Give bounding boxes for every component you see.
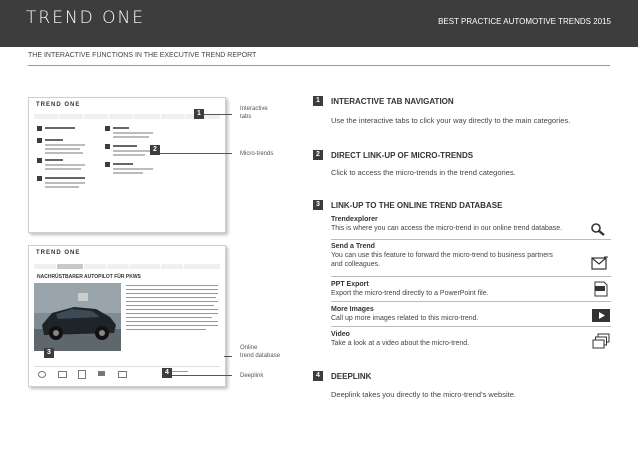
category-heading[interactable] (45, 127, 75, 129)
category-marker (37, 176, 42, 181)
body-text-line (126, 293, 218, 294)
callout-label-deeplink: Deeplink (240, 373, 264, 379)
body-text-line (126, 305, 214, 306)
section-title-3: LINK-UP TO THE ONLINE TREND DATABASE (331, 201, 503, 210)
subtitle-divider (28, 65, 610, 66)
trendexplorer-mini-icon[interactable] (38, 371, 46, 378)
play-icon[interactable] (592, 309, 610, 327)
thumbnail-tab[interactable] (109, 114, 134, 119)
callout-badge-3: 3 (44, 348, 54, 358)
db-item-title: More Images (331, 306, 374, 313)
micro-trend-link[interactable] (45, 144, 85, 146)
body-text-line (126, 317, 212, 318)
db-item-title: Video (331, 331, 350, 338)
ppt-export-mini-icon[interactable] (78, 370, 86, 379)
micro-trend-link[interactable] (45, 168, 81, 170)
micro-trend-link[interactable] (113, 154, 145, 156)
page-subtitle: THE INTERACTIVE FUNCTIONS IN THE EXECUTIVE TREND REPORT (28, 52, 257, 59)
micro-trend-link[interactable] (113, 150, 153, 152)
micro-trend-link[interactable] (113, 136, 149, 138)
callout-label-interactive-tabs: Interactive tabs (240, 106, 268, 120)
body-text-line (126, 313, 218, 314)
db-item-desc: Call up more images related to this micro-trend. (331, 315, 479, 322)
section-number-4: 4 (313, 371, 323, 381)
db-item-desc-cont: and colleagues. (331, 261, 381, 268)
micro-trend-link[interactable] (113, 132, 153, 134)
category-marker (37, 126, 42, 131)
body-text-line (126, 309, 218, 310)
body-text-line (126, 325, 218, 326)
thumbnail-tab[interactable] (107, 264, 130, 269)
thumbnail-tab[interactable] (34, 264, 57, 269)
section-title-2: DIRECT LINK-UP OF MICRO-TRENDS (331, 151, 474, 160)
db-divider (331, 301, 611, 302)
micro-trend-link[interactable] (45, 148, 80, 150)
thumbnail-tab[interactable] (59, 114, 84, 119)
callout-line-2 (160, 153, 232, 154)
thumbnail-micro-trend-page (28, 245, 226, 387)
section-body-2: Click to access the micro-trends in the trend categories. (331, 168, 516, 177)
thumbnail-tab[interactable] (161, 114, 186, 119)
db-item-desc: Take a look at a video about the micro-trend. (331, 340, 470, 347)
db-item-send-a-trend[interactable] (331, 242, 611, 269)
category-heading[interactable] (45, 139, 63, 141)
send-trend-mini-icon[interactable] (58, 371, 67, 378)
db-divider (331, 326, 611, 327)
body-text-line (126, 321, 218, 322)
db-item-desc: This is where you can access the micro-trend in our online trend database. (331, 225, 563, 232)
thumbnail-logo: TREND ONE (36, 250, 81, 256)
section-number-3: 3 (313, 200, 323, 210)
category-marker (105, 162, 110, 167)
micro-trend-link[interactable] (113, 172, 143, 174)
callout-line-1 (204, 114, 232, 115)
db-item-title: Trendexplorer (331, 216, 378, 223)
micro-trend-link[interactable] (45, 152, 83, 154)
report-title: BEST PRACTICE AUTOMOTIVE TRENDS 2015 (438, 17, 611, 26)
video-stack-icon[interactable] (592, 333, 610, 354)
section-number-2: 2 (313, 150, 323, 160)
db-item-ppt-export[interactable] (331, 280, 611, 298)
section-body-4: Deeplink takes you directly to the micro-trend’s website. (331, 390, 516, 399)
thumbnail-tab[interactable] (130, 264, 161, 269)
body-text-line (126, 329, 206, 330)
micro-trend-headline: NACHRÜSTBARER AUTOPILOT FÜR PKWS (37, 274, 141, 280)
micro-trend-link[interactable] (45, 182, 85, 184)
category-marker (105, 144, 110, 149)
thumbnail-tab[interactable] (161, 264, 184, 269)
category-heading[interactable] (113, 145, 137, 147)
thumbnail-tab[interactable] (84, 264, 107, 269)
header-bar (0, 0, 638, 47)
category-heading[interactable] (45, 177, 85, 179)
micro-trend-link[interactable] (113, 168, 153, 170)
section-number-1: 1 (313, 96, 323, 106)
category-heading[interactable] (45, 159, 63, 161)
db-item-title: PPT Export (331, 281, 369, 288)
callout-badge-1: 1 (194, 109, 204, 119)
db-divider (331, 239, 611, 240)
category-heading[interactable] (113, 163, 133, 165)
db-item-title: Send a Trend (331, 243, 375, 250)
thumbnail-tab[interactable] (57, 264, 84, 269)
db-item-video[interactable] (331, 330, 611, 348)
body-text-line (126, 297, 216, 298)
micro-trend-link[interactable] (45, 164, 85, 166)
section-title-4: DEEPLINK (331, 372, 372, 381)
thumbnail-logo: TREND ONE (36, 102, 81, 108)
callout-label-micro-trends: Micro-trends (240, 151, 274, 157)
body-text-line (126, 301, 218, 302)
db-divider (331, 276, 611, 277)
db-item-desc: You can use this feature to forward the micro-trend to business partners (331, 252, 553, 259)
thumbnail-tab[interactable] (134, 114, 161, 119)
callout-line-3 (224, 356, 232, 357)
callout-badge-2: 2 (150, 145, 160, 155)
database-icon-row (34, 366, 220, 381)
category-marker (37, 158, 42, 163)
brand-logo: TREND ONE (26, 8, 145, 28)
category-marker (105, 126, 110, 131)
micro-trend-link[interactable] (45, 186, 79, 188)
ppt-file-icon[interactable] (593, 281, 609, 302)
section-body-1: Use the interactive tabs to click your way directly to the main categories. (331, 116, 571, 125)
category-marker (37, 138, 42, 143)
video-mini-icon[interactable] (118, 371, 127, 378)
thumbnail-tab[interactable] (184, 264, 221, 269)
body-text-line (126, 285, 218, 286)
mail-icon[interactable] (591, 256, 609, 275)
db-item-more-images[interactable] (331, 305, 611, 323)
thumbnail-tab[interactable] (34, 114, 59, 119)
callout-line-4 (172, 375, 232, 376)
more-images-mini-icon[interactable] (98, 371, 105, 376)
body-text-line (126, 289, 218, 290)
db-item-trendexplorer[interactable] (331, 215, 611, 233)
callout-label-online-trend-database: Online trend database (240, 345, 281, 359)
callout-badge-4: 4 (162, 368, 172, 378)
section-title-1: INTERACTIVE TAB NAVIGATION (331, 97, 454, 106)
db-item-desc: Export the micro-trend directly to a PowerPoint file. (331, 290, 489, 297)
category-heading[interactable] (113, 127, 129, 129)
thumbnail-tab[interactable] (84, 114, 109, 119)
car-photo (34, 283, 121, 351)
